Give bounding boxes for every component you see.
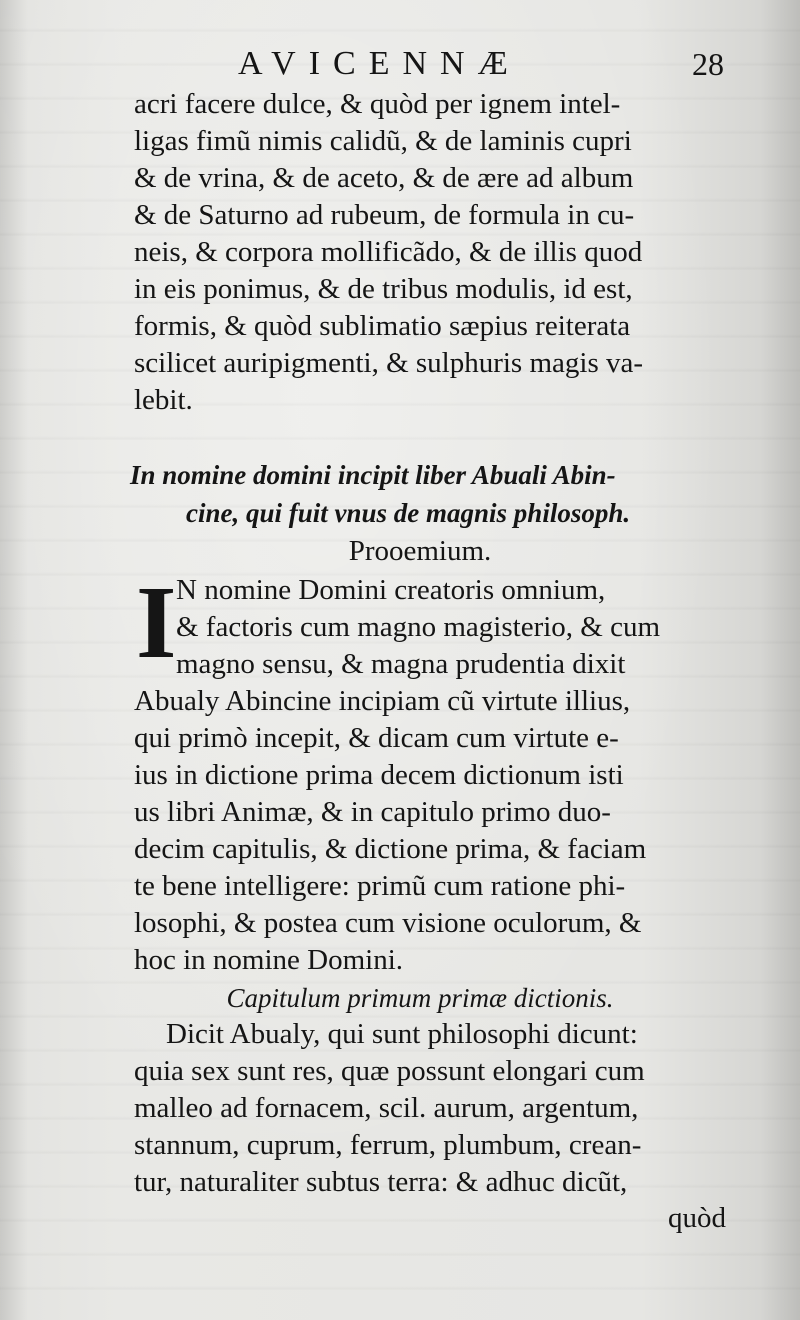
text-line: Dicit Abualy, qui sunt philosophi dicunt: (166, 1018, 638, 1050)
text-line: us libri Animæ, & in capitulo primo duo- (134, 796, 611, 828)
text-line: Abualy Abincine incipiam cũ virtute illius, (134, 685, 631, 717)
proemium-title: Prooemium. (348, 535, 492, 567)
text-line: ligas fimũ nimis calidũ, & de laminis cupri (134, 125, 632, 157)
intro-text (134, 683, 744, 979)
text-line: & de Saturno ad rubeum, de formula in cu- (134, 199, 635, 231)
chapter-title: Capitulum primum primæ dictionis. (226, 983, 614, 1013)
text-line: & de vrina, & de aceto, & de ære ad album (134, 162, 634, 194)
intro-opening-lines (176, 572, 746, 683)
text-line: scilicet auripigmenti, & sulphuris magis va- (134, 347, 644, 379)
text-line: te bene intelligere: primũ cum ratione phi- (134, 870, 626, 902)
text-line: stannum, cuprum, ferrum, plumbum, crean- (134, 1129, 642, 1161)
book-heading (130, 456, 770, 532)
text-line: losophi, & postea cum visione oculorum, & (134, 907, 642, 939)
continued-text (134, 86, 744, 419)
text-line: formis, & quòd sublimatio sæpius reiterata (134, 310, 631, 342)
text-line: qui primò incepit, & dicam cum virtute e- (134, 722, 619, 754)
drop-cap-initial: I (136, 565, 177, 680)
page-header (0, 44, 800, 88)
catchword: quòd (668, 1202, 726, 1234)
text-line: quia sex sunt res, quæ possunt elongari cum (134, 1055, 645, 1087)
text-line: magno sensu, & magna prudentia dixit (176, 648, 626, 680)
text-line: ius in dictione prima decem dictionum isti (134, 759, 624, 791)
text-line: acri facere dulce, & quòd per ignem intel- (134, 88, 621, 120)
text-line: tur, naturaliter subtus terra: & adhuc dicũt, (134, 1166, 628, 1198)
text-line: & factoris cum magno magisterio, & cum (176, 611, 661, 643)
heading-line: cine, qui fuit vnus de magnis philosoph. (186, 498, 631, 528)
running-title: AVICENNÆ (238, 45, 521, 82)
heading-line: In nomine domini incipit liber Abuali Abin- (130, 460, 616, 490)
text-line: hoc in nomine Domini. (134, 944, 404, 976)
text-line: malleo ad fornacem, scil. aurum, argentum, (134, 1092, 639, 1124)
page-number: 28 (692, 46, 724, 82)
text-line: in eis ponimus, & de tribus modulis, id est, (134, 273, 633, 305)
chapter-text (134, 1016, 744, 1201)
text-line: N nomine Domini creatoris omnium, (176, 574, 606, 606)
text-line: lebit. (134, 384, 193, 416)
text-line: decim capitulis, & dictione prima, & faciam (134, 833, 647, 865)
text-line: neis, & corpora mollificãdo, & de illis quod (134, 236, 643, 268)
